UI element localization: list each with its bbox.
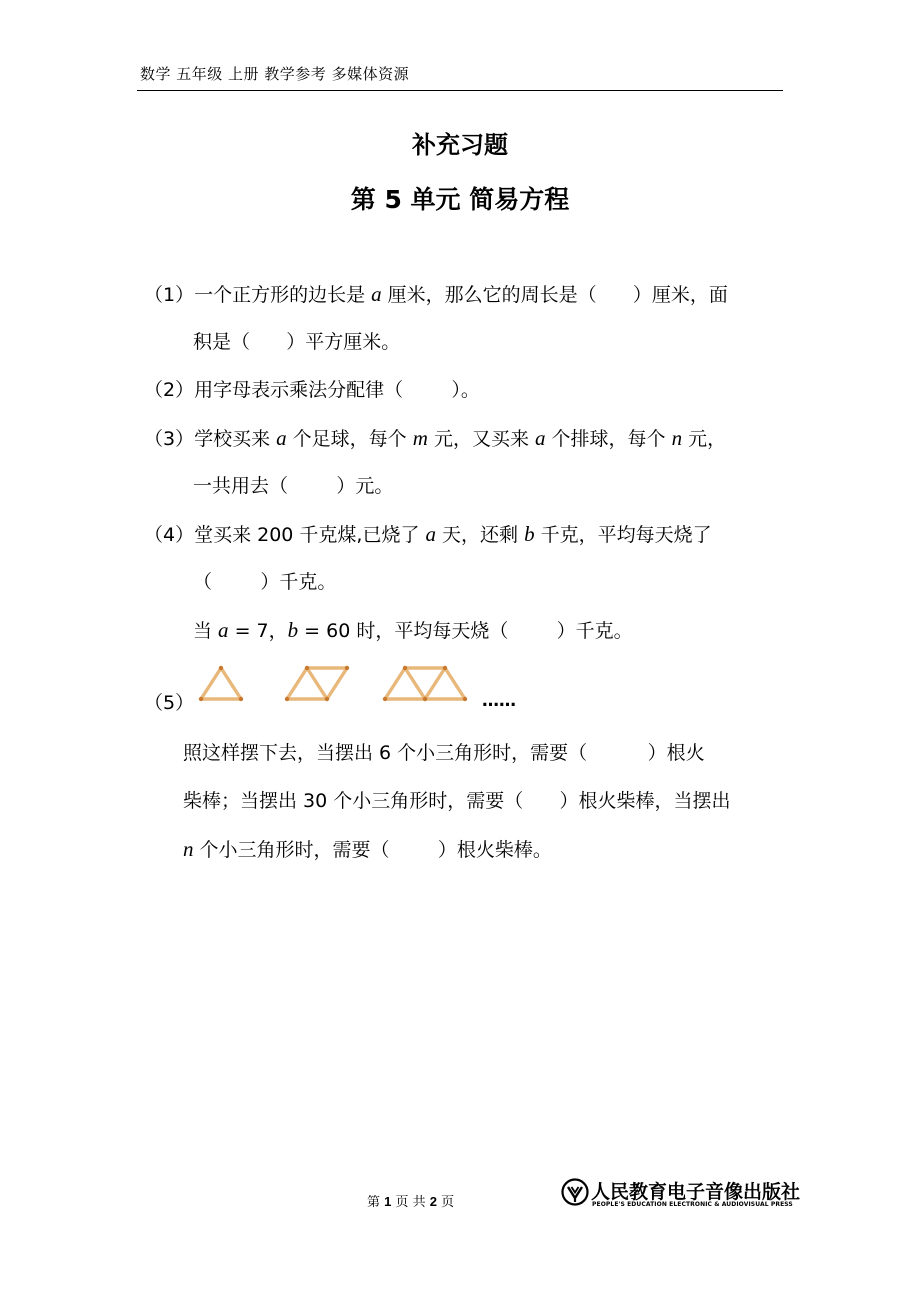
publisher-name-en: PEOPLE'S EDUCATION ELECTRONIC & AUDIOVISUAL PRESS [592, 1201, 793, 1208]
publisher-logo [561, 1176, 801, 1210]
variable-a: a [371, 282, 382, 306]
publisher-name-cn: 人民教育电子音像出版社 [591, 1181, 801, 1203]
page-number [367, 1191, 454, 1210]
question-4-text: 当 [193, 620, 219, 642]
ellipsis: …… [482, 691, 516, 711]
question-3-text: 元， [682, 428, 727, 450]
variable-b: b [287, 618, 299, 642]
question-3-text: 元，又买来 [427, 428, 535, 450]
variable-a: a [535, 426, 546, 450]
variable-n: n [183, 837, 194, 861]
page-text: 页 共 [391, 1195, 430, 1210]
question-4-line-3 [193, 617, 633, 644]
question-5-line-3 [183, 836, 552, 863]
question-5-text: 个小三角形时，需要（ ）根火柴棒。 [193, 839, 552, 861]
variable-n: n [671, 426, 683, 450]
question-4-text: （4）堂买来 200 千克煤,已烧了 [144, 524, 426, 546]
unit-title: 第 5 单元 简易方程 [350, 185, 570, 214]
document-header: 数学 五年级 上册 教学参考 多媒体资源 [140, 65, 410, 83]
question-5-line-1: 照这样摆下去，当摆出 6 个小三角形时，需要（ ）根火 [183, 742, 705, 764]
variable-a: a [218, 618, 229, 642]
question-4-text: = 7， [228, 620, 288, 642]
question-3-line-2: 一共用去（ ）元。 [193, 475, 394, 497]
question-4-text: 千克，平均每天烧了 [534, 524, 712, 546]
question-1-line-1 [144, 281, 728, 308]
question-1-text: 厘米，那么它的周长是（ ）厘米，面 [381, 284, 728, 306]
page-current: 1 [384, 1194, 392, 1209]
question-3-text: （3）学校买来 [144, 428, 277, 450]
publisher-emblem-icon [561, 1178, 589, 1206]
matchstick-pattern-1 [201, 668, 241, 699]
matchstick-pattern-3 [385, 668, 465, 699]
variable-b: b [524, 522, 535, 546]
question-5-line-2: 柴棒；当摆出 30 个小三角形时，需要（ ）根火柴棒，当摆出 [183, 790, 731, 812]
question-1-text: （1）一个正方形的边长是 [144, 284, 372, 306]
matchstick-pattern-2 [287, 668, 347, 699]
variable-a: a [276, 426, 287, 450]
question-5-label: （5） [144, 692, 195, 714]
page-text: 页 [437, 1195, 455, 1210]
page-title: 补充习题 [412, 131, 508, 159]
page-total: 2 [429, 1194, 438, 1209]
question-3-text: 个足球，每个 [286, 428, 413, 450]
question-4-text: = 60 时，平均每天烧（ ）千克。 [298, 620, 633, 642]
question-4-text: 天，还剩 [436, 524, 525, 546]
question-1-line-2: 积是（ ）平方厘米。 [193, 331, 401, 353]
header-divider [137, 90, 783, 91]
page-text: 第 [367, 1195, 385, 1210]
question-4-line-1 [144, 521, 712, 548]
variable-a: a [425, 522, 437, 546]
variable-m: m [412, 426, 428, 450]
question-4-line-2: （ ）千克。 [193, 571, 337, 593]
question-3-text: 个排球，每个 [545, 428, 672, 450]
question-2-line-1: （2）用字母表示乘法分配律（ ）。 [144, 379, 480, 401]
question-3-line-1 [144, 425, 726, 452]
